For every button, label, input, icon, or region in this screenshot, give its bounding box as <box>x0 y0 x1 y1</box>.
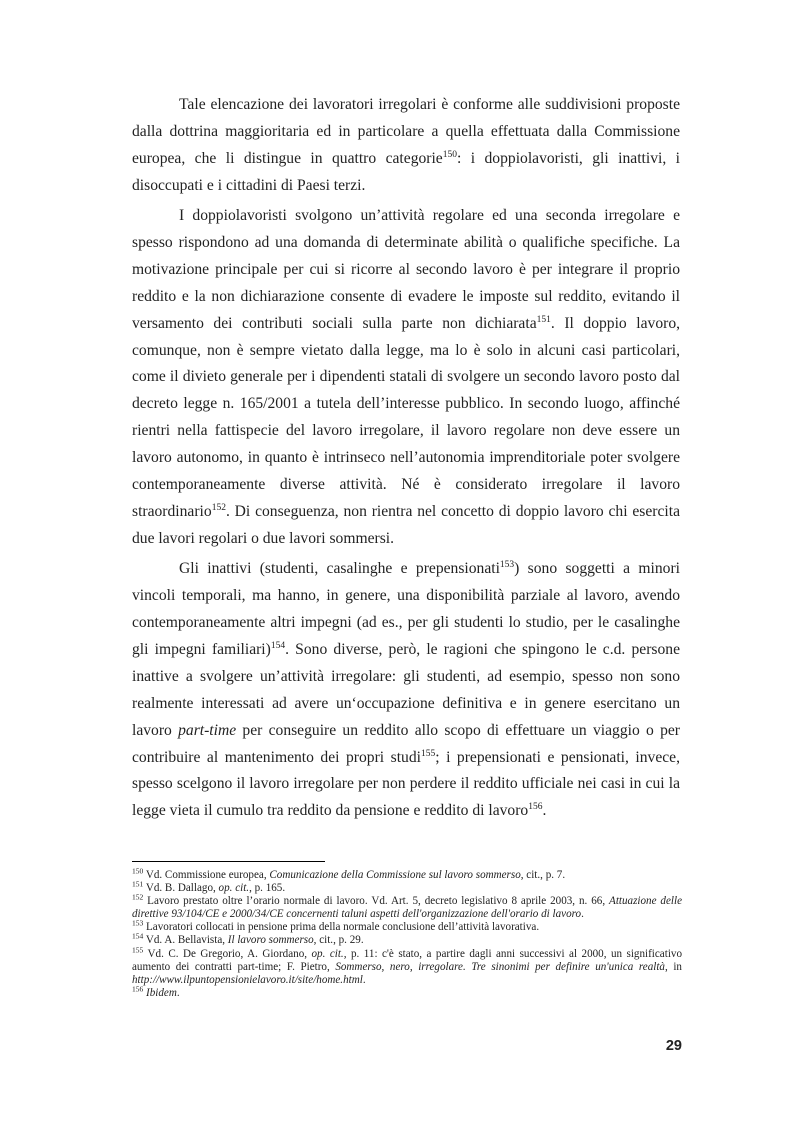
footnote: $^{153}$ Lavoratori collocati in pensione prima della normale conclusione dell’attività lavorativa. <box>132 918 540 934</box>
footnote-marker: 151 <box>132 879 144 889</box>
footnote-marker: 151 <box>536 314 551 325</box>
footnote: $^{154}$ Vd. A. Bellavista, Il lavoro sommerso, cit., p. 29. <box>132 931 364 947</box>
footnote-marker: 150 <box>132 866 144 876</box>
page-number: 29 <box>665 1038 682 1054</box>
italic-text: Attuazione delle direttive 93/104/CE e 2000/34/CE concernenti taluni aspetti dell'organizzazione dell'orario di lavoro <box>132 895 682 921</box>
italic-text: Sommerso, nero, irregolare. Tre sinonimi per definire un'unica realtà <box>335 960 665 973</box>
italic-text: Il lavoro sommerso <box>227 934 314 947</box>
body-text <box>132 92 680 829</box>
italic-text: Comunicazione della Commissione sul lavoro sommerso <box>269 869 521 881</box>
footnote: $^{150}$ Vd. Commissione europea, Comunicazione della Commissione sul lavoro sommerso, cit., p. 7. <box>132 866 566 881</box>
footnote: $^{155}$ Vd. C. De Gregorio, A. Giordano, op. cit., p. 11: c'è stato, a partire dagli anni successivi al 2000, un significativo aumento dei contratti part-time; F. Pietro, Sommerso, nero, irregolare. Tre sinonimi per definire un'unica realtà, in http://www.ilpuntopensionielavoro.it/site/home.html. <box>132 944 682 986</box>
footnote-marker: 156 <box>132 984 144 994</box>
footnotes <box>132 866 682 1000</box>
footnote-marker: 156 <box>528 802 543 813</box>
paragraph: I doppiolavoristi svolgono un’attività regolare ed una seconda irregolare e spesso rispondono ad una domanda di determinate abilità o qualifiche specifiche. La motivazione principale per cui si ricorre al secondo lavoro è per integrare il proprio reddito e la non dichiarazione consente di evadere le imposte sul reddito, evitando il versamento dei contributi sociali sulla parte non dichiarata$^{151}$. Il doppio lavoro, comunque, non è sempre vietato dalla legge, ma lo è solo in alcuni casi particolari, come il divieto generale per i dipendenti statali di svolgere un secondo lavoro posto dal decreto legge n. 165/2001 a tutela dell’interesse pubblico. In secondo luogo, affinché rientri nella fattispecie del lavoro irregolare, il lavoro regolare non deve essere un lavoro autonomo, in quanto è intrinseco nell’autonomia imprenditoriale poter svolgere contemporaneamente diverse attività. Né è considerato irregolare il lavoro straordinario$^{152}$. Di conseguenza, non rientra nel concetto di doppio lavoro chi esercita due lavori regolari o due lavori sommersi. <box>132 207 681 547</box>
footnote-marker: 155 <box>132 944 144 954</box>
footnote-marker: 155 <box>420 748 436 759</box>
italic-text: op. cit. <box>218 882 250 895</box>
footnote-marker: 152 <box>132 892 144 902</box>
paragraph: Tale elencazione dei lavoratori irregolari è conforme alle suddivisioni proposte dalla dottrina maggioritaria ed in particolare a quella effettuata dalla Commissione europea, che li distingue in quattro categorie$^{150}$: i doppiolavoristi, gli inattivi, i disoccupati e i cittadini di Paesi terzi. <box>132 96 680 194</box>
footnote: $^{152}$ Lavoro prestato oltre l’orario normale di lavoro. Vd. Art. 5, decreto legislativo 8 aprile 2003, n. 66, Attuazione delle direttive 93/104/CE e 2000/34/CE concernenti taluni aspetti dell'organizzazione dell'orario di lavoro. <box>132 892 682 921</box>
footnote-marker: 150 <box>442 149 457 160</box>
footnote-marker: 154 <box>270 640 286 651</box>
italic-text: Ibidem <box>146 986 177 999</box>
footnote-marker: 152 <box>211 502 226 513</box>
italic-text: part-time <box>178 721 237 739</box>
footnote-marker: 153 <box>499 560 515 570</box>
footnote-marker: 153 <box>132 918 144 928</box>
footnote: $^{151}$ Vd. B. Dallago, op. cit., p. 165. <box>132 879 286 895</box>
italic-text: op. cit., <box>311 947 347 960</box>
italic-text: http://www.ilpuntopensionielavoro.it/site/home.html <box>132 973 363 986</box>
paragraph: Gli inattivi (studenti, casalinghe e prepensionati$^{153}$) sono soggetti a minori vincoli temporali, ma hanno, in genere, una disponibilità parziale al lavoro, avendo contemporaneamente altri impegni (ad es., per gli studenti lo studio, per le casalinghe gli impegni familiari)$^{154}$. Sono diverse, però, le ragioni che spingono le c.d. persone inattive a svolgere un’attività irregolare: gli studenti, ad esempio, spesso non sono realmente interessati ad avere un‘occupazione definitiva e in genere esercitano un lavoro part-time per conseguire un reddito allo scopo di effettuare un viaggio o per contribuire al mantenimento dei propri studi$^{155}$; i prepensionati e pensionati, invece, spesso scelgono il lavoro irregolare per non perdere il reddito ufficiale nei casi in cui la legge vieta il cumulo tra reddito da pensione e reddito di lavoro$^{156}$. <box>132 560 680 820</box>
footnote-separator <box>132 861 325 862</box>
footnote: $^{156}$ Ibidem. <box>132 984 180 999</box>
footnote-marker: 154 <box>132 931 144 941</box>
